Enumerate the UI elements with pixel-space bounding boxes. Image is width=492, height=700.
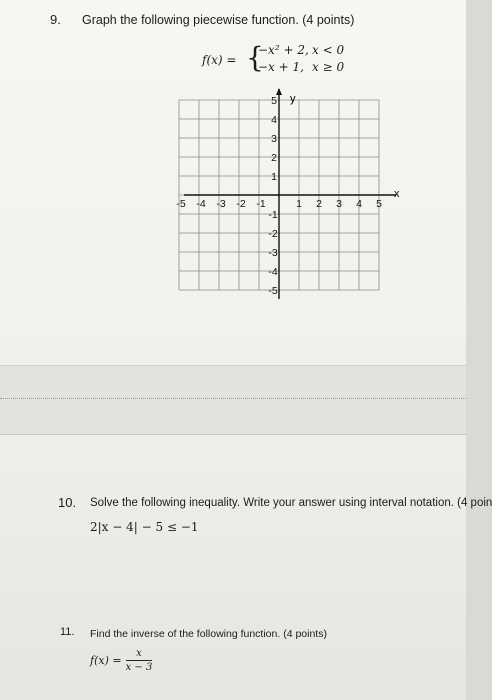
y-tick-label: -3	[268, 247, 278, 259]
y-tick-label: 4	[271, 114, 277, 126]
y-tick-label: -5	[268, 285, 278, 297]
x-tick-label: -3	[216, 198, 226, 210]
y-tick-label: -4	[268, 266, 278, 278]
piece-1-condition: x < 0	[312, 43, 345, 57]
question-11-function	[90, 648, 152, 673]
y-tick-label: -2	[268, 228, 278, 240]
question-9-number: 9.	[50, 12, 61, 27]
y-tick-label: 3	[271, 133, 277, 145]
axes	[184, 88, 396, 299]
x-axis-label: x	[394, 188, 400, 200]
x-tick-label: -2	[236, 198, 246, 210]
question-10-number: 10.	[58, 495, 77, 510]
piece-2-expression: −x + 1,	[258, 60, 304, 74]
y-tick-label: 5	[271, 95, 277, 107]
function-name: f(x) =	[202, 53, 237, 67]
x-tick-label: 3	[336, 198, 342, 210]
dotted-separator	[0, 398, 466, 399]
question-11-number: 11.	[60, 626, 75, 638]
piece-1-expression: −x² + 2,	[258, 43, 309, 57]
question-10-inequality: 2|x − 4| − 5 ≤ −1	[90, 520, 199, 534]
y-tick-label: -1	[268, 209, 278, 221]
rational-fraction	[126, 648, 153, 673]
piece-2-condition: x ≥ 0	[312, 60, 345, 74]
inverse-function-name: f(x) =	[90, 654, 122, 667]
fraction-numerator: x	[136, 648, 142, 659]
fraction-bar	[126, 660, 153, 661]
x-tick-label: 1	[296, 198, 302, 210]
question-9-prompt: Graph the following piecewise function. (4 points)	[82, 13, 355, 27]
piecewise-brace: {	[246, 41, 264, 74]
coordinate-grid[interactable]	[176, 85, 405, 300]
fraction-denominator: x − 3	[125, 662, 153, 673]
x-tick-label: 2	[316, 198, 322, 210]
x-tick-label: -4	[196, 198, 206, 210]
y-axis-arrow	[276, 88, 282, 95]
y-axis-label: y	[290, 93, 296, 105]
x-tick-label: -1	[256, 198, 266, 210]
question-10-prompt: Solve the following inequality. Write your answer using interval notation. (4 poin	[90, 497, 492, 509]
y-tick-label: 1	[271, 171, 277, 183]
x-tick-label: -5	[176, 198, 186, 210]
page-break-band	[0, 365, 466, 435]
y-tick-label: 2	[271, 152, 277, 164]
x-tick-label: 5	[376, 198, 382, 210]
x-tick-label: 4	[356, 198, 362, 210]
piecewise-function	[202, 40, 372, 80]
question-11-prompt: Find the inverse of the following function. (4 points)	[90, 628, 327, 640]
